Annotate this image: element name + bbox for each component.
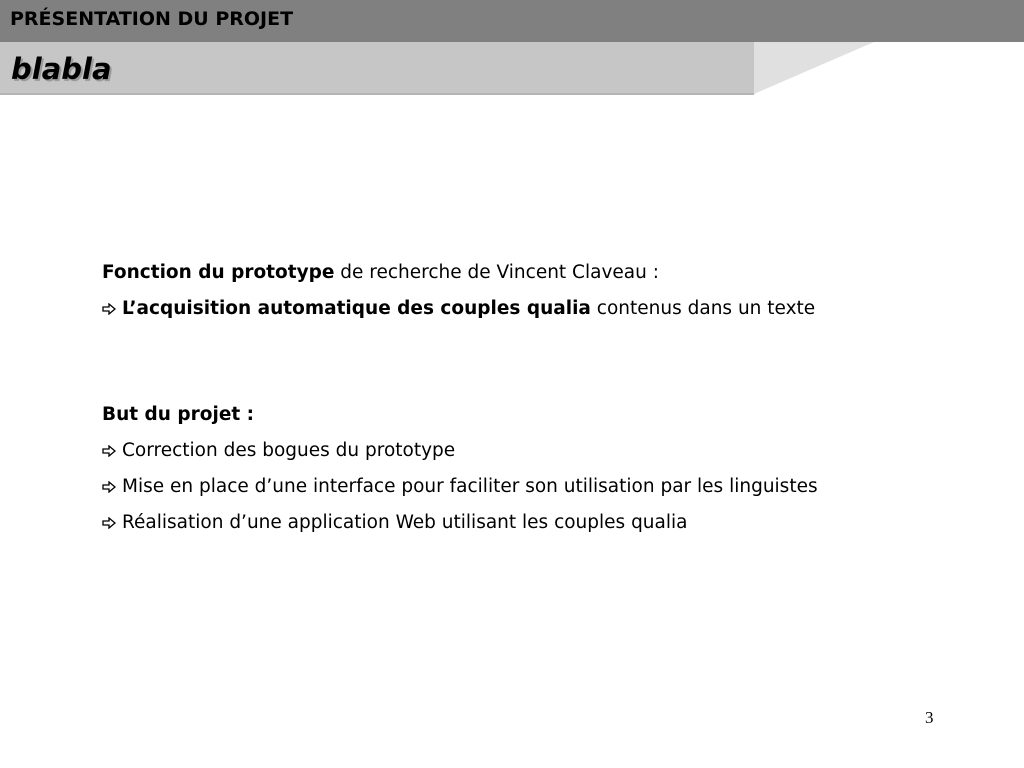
slide-body	[102, 258, 982, 544]
section2-bullet-2	[102, 472, 982, 508]
arrow-right-outline-icon	[102, 517, 116, 529]
subtitle-bar-wedge	[754, 42, 874, 94]
slide-title: PRÉSENTATION DU PROJET	[10, 8, 294, 30]
section2-bullet-1	[102, 436, 982, 472]
section1-bullet-rest: contenus dans un texte	[590, 298, 816, 319]
section2-bullet-2-text: Mise en place d’une interface pour faciliter son utilisation par les linguistes	[122, 476, 818, 497]
section1-heading-bold: Fonction du prototype	[102, 262, 335, 283]
section2-bullet-1-text: Correction des bogues du prototype	[122, 440, 456, 461]
arrow-right-outline-icon	[102, 481, 116, 493]
section1-heading-rest: de recherche de Vincent Claveau :	[334, 262, 659, 283]
page-number: 3	[925, 708, 934, 727]
section1-bullet	[102, 294, 982, 330]
section2-bullet-3	[102, 508, 982, 544]
arrow-right-outline-icon	[102, 445, 116, 457]
section1-bullet-bold: L’acquisition automatique des couples qualia	[122, 298, 591, 319]
section2-heading: But du projet :	[102, 404, 255, 425]
subtitle-bar	[0, 42, 754, 94]
slide-subtitle: blabla	[11, 52, 112, 86]
arrow-right-outline-icon	[102, 303, 116, 315]
section2-bullet-3-text: Réalisation d’une application Web utilisant les couples qualia	[122, 512, 688, 533]
header-bar	[0, 0, 1024, 42]
section1-heading	[102, 258, 982, 294]
subtitle-bar-shadow	[0, 93, 754, 95]
spacer	[102, 330, 982, 400]
